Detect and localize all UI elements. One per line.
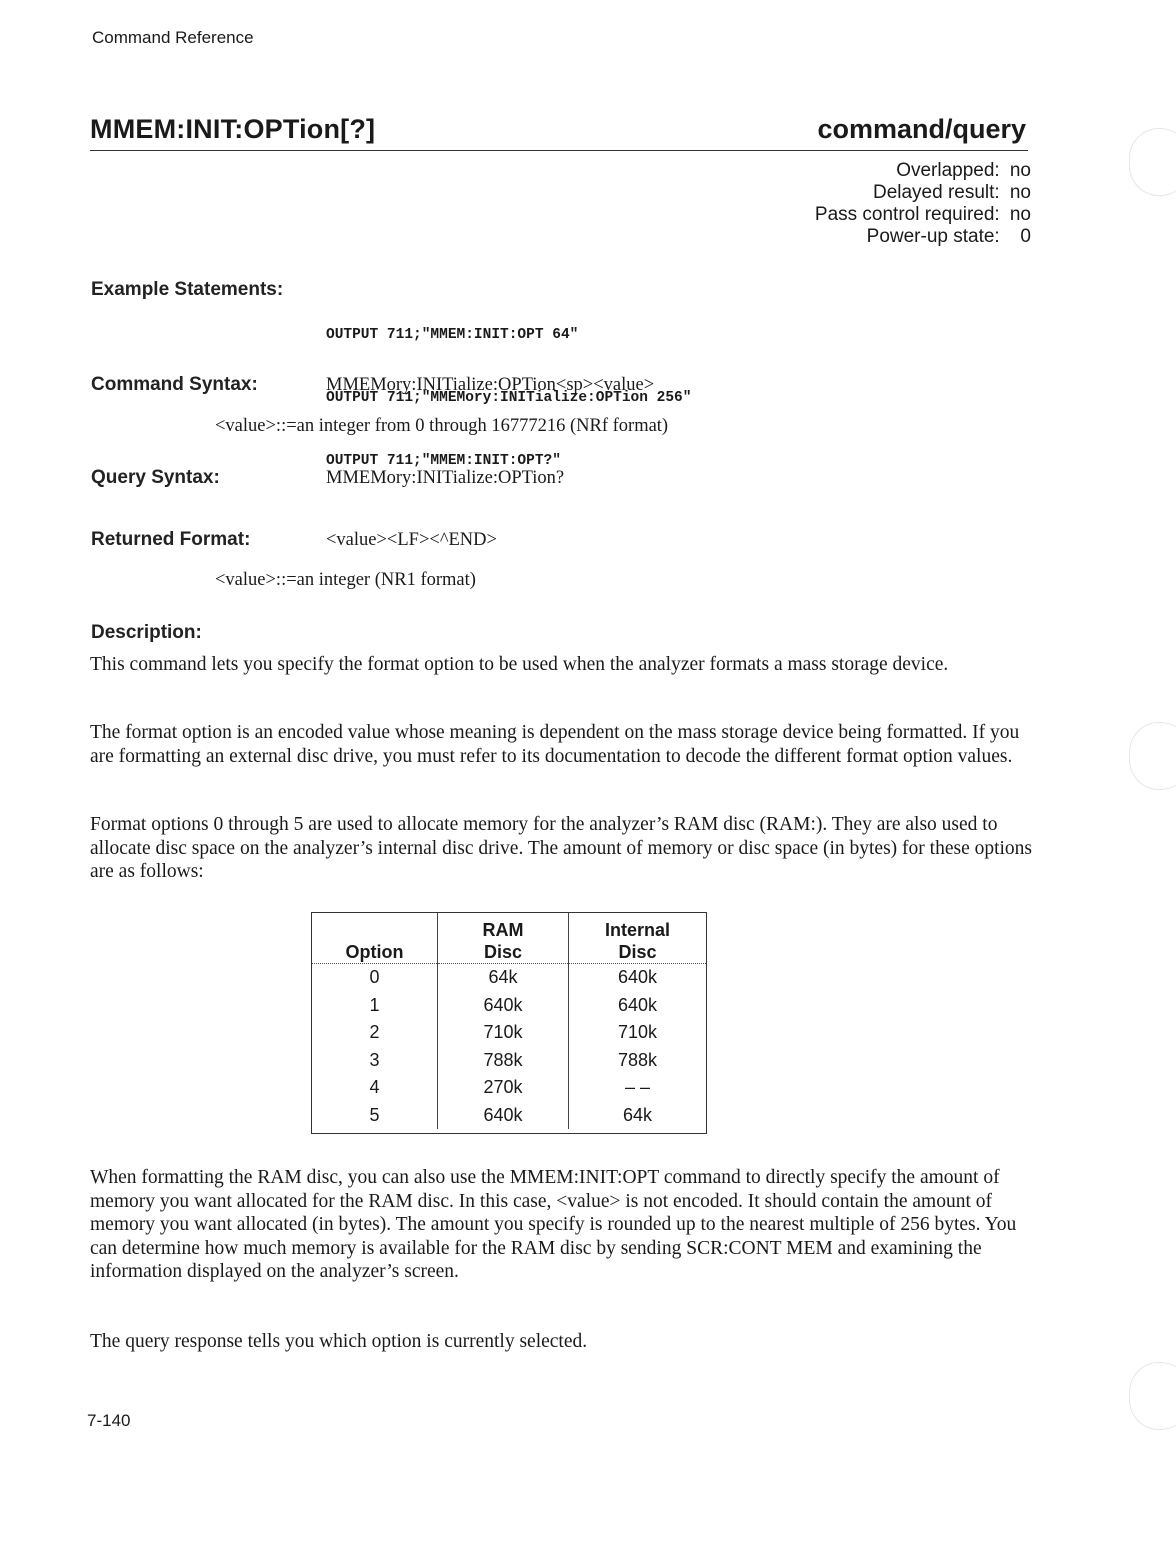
table-row: 2 710k 710k xyxy=(312,1019,706,1047)
table-row: 3 788k 788k xyxy=(312,1047,706,1075)
table-row: 1 640k 640k xyxy=(312,992,706,1020)
punch-hole-mark xyxy=(1129,722,1176,790)
description-paragraph: Format options 0 through 5 are used to allocate memory for the analyzer’s RAM disc (RAM:). They are also used to allocate disc space on the analyzer’s internal disc drive. The amount of memory or disc space (in bytes) for these options are as follows: xyxy=(90,814,1033,882)
header-internal-disc: Internal Disc xyxy=(569,913,707,964)
description-paragraph: This command lets you specify the format option to be used when the analyzer formats a mass storage device. xyxy=(90,654,949,675)
description-label: Description: xyxy=(91,622,202,643)
table-row: 4 270k – – xyxy=(312,1074,706,1102)
header-ram-disc: RAM Disc xyxy=(438,913,569,964)
example-label: Example Statements: xyxy=(91,279,284,300)
command-syntax-text: MMEMory:INITialize:OPTion<sp><value> xyxy=(326,375,655,395)
format-options-table xyxy=(311,912,707,1134)
property-overlapped: Overlapped: no xyxy=(896,160,1031,181)
page-number: 7-140 xyxy=(87,1411,131,1430)
returned-format-label: Returned Format: xyxy=(91,529,251,550)
query-syntax-label: Query Syntax: xyxy=(91,467,220,488)
punch-hole-mark xyxy=(1129,128,1176,196)
example-line: OUTPUT 711;"MMEM:INIT:OPT?" xyxy=(326,453,561,469)
punch-hole-mark xyxy=(1129,1362,1176,1430)
property-power-up: Power-up state: 0 xyxy=(866,226,1031,247)
header-option: Option xyxy=(312,913,438,964)
command-syntax-label: Command Syntax: xyxy=(91,374,258,395)
page-title: MMEM:INIT:OPTion[?] xyxy=(90,114,376,144)
command-value-def: <value>::=an integer from 0 through 16777216 (NRf format) xyxy=(215,416,669,436)
description-paragraph: When formatting the RAM disc, you can also use the MMEM:INIT:OPT command to directly specify the amount of memory you want allocated for the RAM disc. In this case, <value> is not encoded. It should contain the amount of memory you want allocated (in bytes). The amount you specify is rounded up to the nearest multiple of 256 bytes. You can determine how much memory is available for the RAM disc by sending SCR:CONT MEM and examining the information displayed on the analyzer’s screen. xyxy=(90,1167,1017,1282)
query-syntax-text: MMEMory:INITialize:OPTion? xyxy=(326,468,565,488)
property-pass-control: Pass control required: no xyxy=(814,204,1031,225)
example-line: OUTPUT 711;"MMEM:INIT:OPT 64" xyxy=(326,327,579,343)
running-head: Command Reference xyxy=(92,28,254,47)
returned-value-def: <value>::=an integer (NR1 format) xyxy=(215,570,476,590)
title-type: command/query xyxy=(817,114,1026,144)
description-paragraph: The format option is an encoded value whose meaning is dependent on the mass storage device being formatted. If you are formatting an external disc drive, you must refer to its documentation to decode the different format option values. xyxy=(90,722,1020,767)
table-header-row xyxy=(312,913,706,964)
title-rule xyxy=(90,150,1028,151)
example-line: OUTPUT 711;"MMEMory:INITialize:OPTion 256" xyxy=(326,390,692,406)
table-row: 5 640k 64k xyxy=(312,1102,706,1130)
properties-block xyxy=(815,160,1031,248)
description-paragraph: The query response tells you which option is currently selected. xyxy=(90,1331,588,1352)
returned-format-text: <value><LF><^END> xyxy=(326,530,497,550)
table-row: 0 64k 640k xyxy=(312,964,706,992)
property-delayed-result: Delayed result: no xyxy=(872,182,1031,203)
